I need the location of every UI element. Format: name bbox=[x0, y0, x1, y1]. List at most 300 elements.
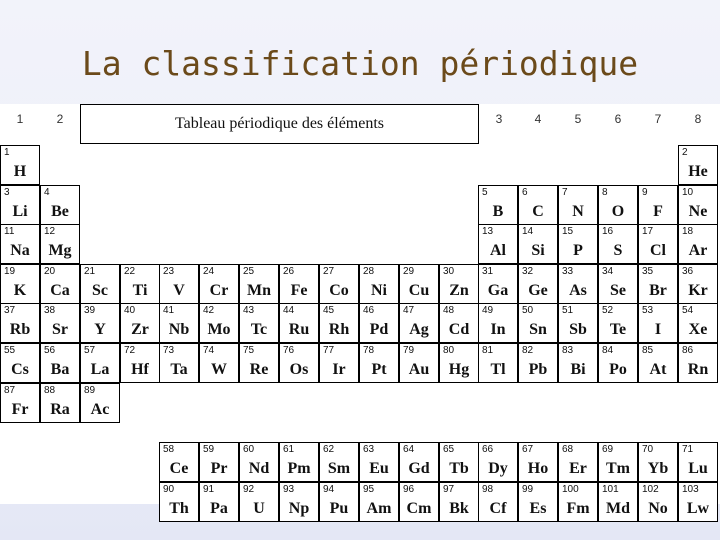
group-label: 5 bbox=[574, 112, 582, 126]
atomic-number: 78 bbox=[363, 345, 375, 356]
element-symbol: Pm bbox=[287, 460, 311, 477]
atomic-number: 94 bbox=[323, 484, 335, 495]
element-cell bbox=[0, 145, 40, 185]
atomic-number: 102 bbox=[642, 484, 659, 495]
element-symbol: Gd bbox=[408, 460, 430, 477]
element-cell bbox=[120, 264, 160, 304]
element-symbol: Np bbox=[288, 500, 310, 517]
element-cell bbox=[478, 185, 518, 225]
element-cell bbox=[279, 264, 319, 304]
element-symbol: Rb bbox=[9, 321, 31, 338]
atomic-number: 43 bbox=[243, 305, 255, 316]
element-cell bbox=[0, 303, 40, 343]
element-cell bbox=[399, 264, 439, 304]
element-cell bbox=[159, 264, 199, 304]
atomic-number: 1 bbox=[4, 147, 10, 158]
element-cell bbox=[0, 224, 40, 264]
element-cell bbox=[399, 442, 439, 482]
atomic-number: 85 bbox=[642, 345, 654, 356]
element-cell bbox=[478, 303, 518, 343]
element-symbol: Mn bbox=[247, 282, 271, 299]
element-symbol: Tl bbox=[490, 361, 506, 378]
element-symbol: Md bbox=[606, 500, 630, 517]
element-symbol: Es bbox=[529, 500, 547, 517]
element-cell bbox=[478, 343, 518, 383]
atomic-number: 36 bbox=[682, 266, 694, 277]
element-cell bbox=[279, 482, 319, 522]
atomic-number: 3 bbox=[4, 187, 10, 198]
element-symbol: B bbox=[492, 203, 504, 220]
element-symbol: S bbox=[613, 242, 623, 259]
atomic-number: 6 bbox=[522, 187, 528, 198]
element-cell bbox=[518, 442, 558, 482]
element-symbol: Pu bbox=[329, 500, 349, 517]
element-cell bbox=[439, 303, 479, 343]
element-symbol: Hf bbox=[131, 361, 149, 378]
element-symbol: Se bbox=[610, 282, 626, 299]
element-symbol: La bbox=[90, 361, 110, 378]
element-symbol: Ra bbox=[50, 401, 70, 418]
atomic-number: 84 bbox=[602, 345, 614, 356]
element-symbol: C bbox=[532, 203, 544, 220]
element-cell bbox=[638, 343, 678, 383]
element-cell bbox=[159, 482, 199, 522]
atomic-number: 31 bbox=[482, 266, 494, 277]
element-symbol: Pr bbox=[210, 460, 228, 477]
atomic-number: 12 bbox=[44, 226, 56, 237]
element-symbol: Nd bbox=[248, 460, 270, 477]
element-cell bbox=[40, 264, 80, 304]
element-symbol: Am bbox=[366, 500, 392, 517]
element-cell bbox=[598, 442, 638, 482]
element-symbol: Sr bbox=[52, 321, 68, 338]
element-cell bbox=[638, 442, 678, 482]
group-label: 3 bbox=[495, 112, 503, 126]
group-label: 8 bbox=[694, 112, 702, 126]
element-symbol: Tm bbox=[606, 460, 630, 477]
atomic-number: 67 bbox=[522, 444, 534, 455]
element-symbol: Th bbox=[169, 500, 189, 517]
atomic-number: 19 bbox=[4, 266, 16, 277]
element-cell bbox=[638, 224, 678, 264]
atomic-number: 77 bbox=[323, 345, 335, 356]
atomic-number: 68 bbox=[562, 444, 574, 455]
atomic-number: 15 bbox=[562, 226, 574, 237]
element-cell bbox=[678, 224, 718, 264]
element-symbol: Ta bbox=[170, 361, 188, 378]
element-symbol: Ce bbox=[169, 460, 189, 477]
element-symbol: N bbox=[572, 203, 584, 220]
element-symbol: Cm bbox=[406, 500, 432, 517]
atomic-number: 11 bbox=[4, 226, 15, 237]
element-cell bbox=[558, 185, 598, 225]
atomic-number: 99 bbox=[522, 484, 534, 495]
atomic-number: 70 bbox=[642, 444, 654, 455]
atomic-number: 28 bbox=[363, 266, 375, 277]
element-cell bbox=[239, 442, 279, 482]
element-cell bbox=[359, 343, 399, 383]
element-symbol: Cs bbox=[11, 361, 29, 378]
element-cell bbox=[399, 303, 439, 343]
element-symbol: Lw bbox=[686, 500, 710, 517]
element-symbol: Pt bbox=[371, 361, 387, 378]
element-cell bbox=[159, 442, 199, 482]
element-cell bbox=[638, 264, 678, 304]
atomic-number: 103 bbox=[682, 484, 699, 495]
table-banner: Tableau périodique des éléments bbox=[80, 104, 479, 144]
element-cell bbox=[199, 482, 239, 522]
element-cell bbox=[598, 343, 638, 383]
element-symbol: Na bbox=[10, 242, 30, 259]
element-symbol: Fr bbox=[11, 401, 29, 418]
element-symbol: Li bbox=[12, 203, 28, 220]
group-label: 4 bbox=[534, 112, 542, 126]
element-cell bbox=[558, 303, 598, 343]
element-cell bbox=[120, 303, 160, 343]
element-symbol: Sn bbox=[529, 321, 547, 338]
element-symbol: O bbox=[611, 203, 625, 220]
atomic-number: 93 bbox=[283, 484, 295, 495]
atomic-number: 82 bbox=[522, 345, 534, 356]
element-symbol: Ni bbox=[371, 282, 387, 299]
element-cell bbox=[598, 264, 638, 304]
element-cell bbox=[518, 343, 558, 383]
element-symbol: Bi bbox=[570, 361, 586, 378]
atomic-number: 44 bbox=[283, 305, 295, 316]
element-cell bbox=[40, 185, 80, 225]
element-cell bbox=[439, 482, 479, 522]
element-symbol: Xe bbox=[688, 321, 708, 338]
atomic-number: 74 bbox=[203, 345, 215, 356]
element-symbol: Br bbox=[649, 282, 667, 299]
atomic-number: 13 bbox=[482, 226, 494, 237]
element-cell bbox=[518, 482, 558, 522]
element-cell bbox=[678, 185, 718, 225]
element-cell bbox=[598, 303, 638, 343]
atomic-number: 10 bbox=[682, 187, 694, 198]
atomic-number: 33 bbox=[562, 266, 574, 277]
atomic-number: 53 bbox=[642, 305, 654, 316]
element-symbol: Rn bbox=[687, 361, 709, 378]
element-cell bbox=[678, 145, 718, 185]
atomic-number: 47 bbox=[403, 305, 415, 316]
element-symbol: Mg bbox=[48, 242, 72, 259]
atomic-number: 101 bbox=[602, 484, 619, 495]
atomic-number: 9 bbox=[642, 187, 648, 198]
atomic-number: 25 bbox=[243, 266, 255, 277]
element-symbol: Sb bbox=[569, 321, 587, 338]
atomic-number: 86 bbox=[682, 345, 694, 356]
element-cell bbox=[439, 264, 479, 304]
element-symbol: Si bbox=[531, 242, 545, 259]
atomic-number: 100 bbox=[562, 484, 579, 495]
element-cell bbox=[359, 442, 399, 482]
element-cell bbox=[399, 343, 439, 383]
element-symbol: Ti bbox=[132, 282, 148, 299]
atomic-number: 54 bbox=[682, 305, 694, 316]
atomic-number: 30 bbox=[443, 266, 455, 277]
element-cell bbox=[359, 264, 399, 304]
element-cell bbox=[80, 383, 120, 423]
element-symbol: Be bbox=[51, 203, 69, 220]
atomic-number: 98 bbox=[482, 484, 494, 495]
element-cell bbox=[199, 303, 239, 343]
element-symbol: Cr bbox=[209, 282, 229, 299]
atomic-number: 22 bbox=[124, 266, 136, 277]
atomic-number: 21 bbox=[84, 266, 96, 277]
group-label: 6 bbox=[614, 112, 622, 126]
element-symbol: Zn bbox=[449, 282, 469, 299]
element-cell bbox=[239, 343, 279, 383]
element-cell bbox=[279, 303, 319, 343]
atomic-number: 60 bbox=[243, 444, 255, 455]
element-symbol: Os bbox=[289, 361, 309, 378]
atomic-number: 7 bbox=[562, 187, 568, 198]
atomic-number: 38 bbox=[44, 305, 56, 316]
atomic-number: 35 bbox=[642, 266, 654, 277]
element-cell bbox=[478, 224, 518, 264]
atomic-number: 69 bbox=[602, 444, 614, 455]
element-symbol: W bbox=[211, 361, 227, 378]
element-cell bbox=[359, 303, 399, 343]
atomic-number: 37 bbox=[4, 305, 16, 316]
element-cell bbox=[40, 303, 80, 343]
element-cell bbox=[319, 482, 359, 522]
element-cell bbox=[558, 343, 598, 383]
atomic-number: 79 bbox=[403, 345, 415, 356]
element-cell bbox=[439, 343, 479, 383]
element-symbol: Mo bbox=[207, 321, 231, 338]
group-label: 7 bbox=[654, 112, 662, 126]
element-symbol: Fm bbox=[566, 500, 590, 517]
element-symbol: Fe bbox=[290, 282, 308, 299]
element-cell bbox=[478, 442, 518, 482]
element-symbol: Y bbox=[94, 321, 106, 338]
element-cell bbox=[678, 343, 718, 383]
atomic-number: 73 bbox=[163, 345, 175, 356]
element-symbol: Bk bbox=[449, 500, 469, 517]
element-cell bbox=[40, 224, 80, 264]
atomic-number: 14 bbox=[522, 226, 534, 237]
atomic-number: 72 bbox=[124, 345, 136, 356]
atomic-number: 34 bbox=[602, 266, 614, 277]
atomic-number: 32 bbox=[522, 266, 534, 277]
element-symbol: Er bbox=[569, 460, 587, 477]
element-cell bbox=[239, 482, 279, 522]
atomic-number: 92 bbox=[243, 484, 255, 495]
atomic-number: 66 bbox=[482, 444, 494, 455]
element-symbol: I bbox=[654, 321, 662, 338]
element-cell bbox=[638, 303, 678, 343]
element-symbol: Ar bbox=[688, 242, 708, 259]
element-symbol: Zr bbox=[131, 321, 149, 338]
element-cell bbox=[199, 343, 239, 383]
atomic-number: 96 bbox=[403, 484, 415, 495]
element-symbol: Cd bbox=[448, 321, 470, 338]
atomic-number: 63 bbox=[363, 444, 375, 455]
element-symbol: Tb bbox=[449, 460, 469, 477]
element-cell bbox=[678, 442, 718, 482]
atomic-number: 89 bbox=[84, 385, 96, 396]
atomic-number: 41 bbox=[163, 305, 175, 316]
element-symbol: V bbox=[173, 282, 185, 299]
element-cell bbox=[279, 343, 319, 383]
element-cell bbox=[638, 482, 678, 522]
atomic-number: 75 bbox=[243, 345, 255, 356]
atomic-number: 18 bbox=[682, 226, 694, 237]
element-symbol: U bbox=[253, 500, 265, 517]
element-symbol: He bbox=[688, 163, 708, 180]
atomic-number: 17 bbox=[642, 226, 654, 237]
element-cell bbox=[558, 482, 598, 522]
element-symbol: Ho bbox=[527, 460, 549, 477]
atomic-number: 49 bbox=[482, 305, 494, 316]
element-cell bbox=[199, 264, 239, 304]
element-cell bbox=[40, 383, 80, 423]
element-symbol: Po bbox=[609, 361, 627, 378]
atomic-number: 39 bbox=[84, 305, 96, 316]
atomic-number: 29 bbox=[403, 266, 415, 277]
element-symbol: Au bbox=[408, 361, 430, 378]
atomic-number: 50 bbox=[522, 305, 534, 316]
element-cell bbox=[80, 303, 120, 343]
atomic-number: 88 bbox=[44, 385, 56, 396]
element-cell bbox=[638, 185, 678, 225]
element-symbol: As bbox=[569, 282, 587, 299]
atomic-number: 2 bbox=[682, 147, 688, 158]
element-cell bbox=[518, 224, 558, 264]
element-cell bbox=[0, 264, 40, 304]
atomic-number: 23 bbox=[163, 266, 175, 277]
element-symbol: Kr bbox=[688, 282, 708, 299]
atomic-number: 80 bbox=[443, 345, 455, 356]
element-cell bbox=[319, 442, 359, 482]
element-cell bbox=[199, 442, 239, 482]
atomic-number: 24 bbox=[203, 266, 215, 277]
element-cell bbox=[399, 482, 439, 522]
element-cell bbox=[0, 343, 40, 383]
element-cell bbox=[678, 264, 718, 304]
element-symbol: Al bbox=[490, 242, 506, 259]
element-symbol: P bbox=[573, 242, 583, 259]
atomic-number: 71 bbox=[682, 444, 694, 455]
element-symbol: Re bbox=[249, 361, 269, 378]
element-cell bbox=[0, 185, 40, 225]
element-cell bbox=[558, 224, 598, 264]
element-symbol: Ne bbox=[688, 203, 708, 220]
element-cell bbox=[159, 343, 199, 383]
element-cell bbox=[159, 303, 199, 343]
element-cell bbox=[558, 264, 598, 304]
element-symbol: In bbox=[490, 321, 506, 338]
group-label: 1 bbox=[16, 112, 24, 126]
atomic-number: 8 bbox=[602, 187, 608, 198]
atomic-number: 65 bbox=[443, 444, 455, 455]
element-symbol: Lu bbox=[688, 460, 708, 477]
element-cell bbox=[40, 343, 80, 383]
atomic-number: 20 bbox=[44, 266, 56, 277]
element-symbol: Pa bbox=[210, 500, 228, 517]
element-symbol: Sm bbox=[327, 460, 351, 477]
element-cell bbox=[478, 264, 518, 304]
element-symbol: At bbox=[649, 361, 667, 378]
atomic-number: 95 bbox=[363, 484, 375, 495]
atomic-number: 45 bbox=[323, 305, 335, 316]
element-cell bbox=[518, 264, 558, 304]
element-symbol: Ir bbox=[332, 361, 346, 378]
element-cell bbox=[439, 442, 479, 482]
element-symbol: Yb bbox=[647, 460, 669, 477]
element-symbol: Dy bbox=[488, 460, 508, 477]
element-symbol: Cl bbox=[650, 242, 666, 259]
atomic-number: 51 bbox=[562, 305, 574, 316]
element-symbol: Tc bbox=[250, 321, 268, 338]
element-cell bbox=[0, 383, 40, 423]
element-cell bbox=[319, 303, 359, 343]
slide-title: La classification périodique bbox=[81, 44, 639, 83]
atomic-number: 58 bbox=[163, 444, 175, 455]
element-symbol: H bbox=[13, 163, 27, 180]
atomic-number: 48 bbox=[443, 305, 455, 316]
atomic-number: 27 bbox=[323, 266, 335, 277]
element-symbol: Co bbox=[329, 282, 349, 299]
group-label: 2 bbox=[56, 112, 64, 126]
element-symbol: Pb bbox=[528, 361, 548, 378]
element-cell bbox=[319, 264, 359, 304]
element-symbol: Eu bbox=[369, 460, 389, 477]
element-symbol: Hg bbox=[448, 361, 470, 378]
element-symbol: F bbox=[653, 203, 663, 220]
atomic-number: 4 bbox=[44, 187, 50, 198]
atomic-number: 5 bbox=[482, 187, 488, 198]
element-symbol: Nb bbox=[168, 321, 190, 338]
atomic-number: 42 bbox=[203, 305, 215, 316]
element-cell bbox=[319, 343, 359, 383]
element-symbol: K bbox=[13, 282, 27, 299]
element-symbol: Te bbox=[609, 321, 627, 338]
element-cell bbox=[120, 343, 160, 383]
element-symbol: Ge bbox=[528, 282, 548, 299]
atomic-number: 91 bbox=[203, 484, 215, 495]
element-cell bbox=[239, 303, 279, 343]
element-symbol: Ac bbox=[90, 401, 110, 418]
element-symbol: Rh bbox=[328, 321, 350, 338]
element-symbol: Ru bbox=[288, 321, 310, 338]
element-cell bbox=[558, 442, 598, 482]
element-cell bbox=[279, 442, 319, 482]
element-cell bbox=[518, 303, 558, 343]
atomic-number: 16 bbox=[602, 226, 614, 237]
atomic-number: 97 bbox=[443, 484, 455, 495]
atomic-number: 64 bbox=[403, 444, 415, 455]
element-cell bbox=[80, 264, 120, 304]
element-cell bbox=[678, 303, 718, 343]
atomic-number: 90 bbox=[163, 484, 175, 495]
element-cell bbox=[598, 185, 638, 225]
element-symbol: Ag bbox=[409, 321, 429, 338]
element-symbol: Ca bbox=[50, 282, 70, 299]
atomic-number: 26 bbox=[283, 266, 295, 277]
element-cell bbox=[239, 264, 279, 304]
atomic-number: 59 bbox=[203, 444, 215, 455]
atomic-number: 46 bbox=[363, 305, 375, 316]
element-symbol: Sc bbox=[92, 282, 108, 299]
element-symbol: Cu bbox=[408, 282, 430, 299]
atomic-number: 87 bbox=[4, 385, 16, 396]
atomic-number: 76 bbox=[283, 345, 295, 356]
element-cell bbox=[359, 482, 399, 522]
atomic-number: 56 bbox=[44, 345, 56, 356]
